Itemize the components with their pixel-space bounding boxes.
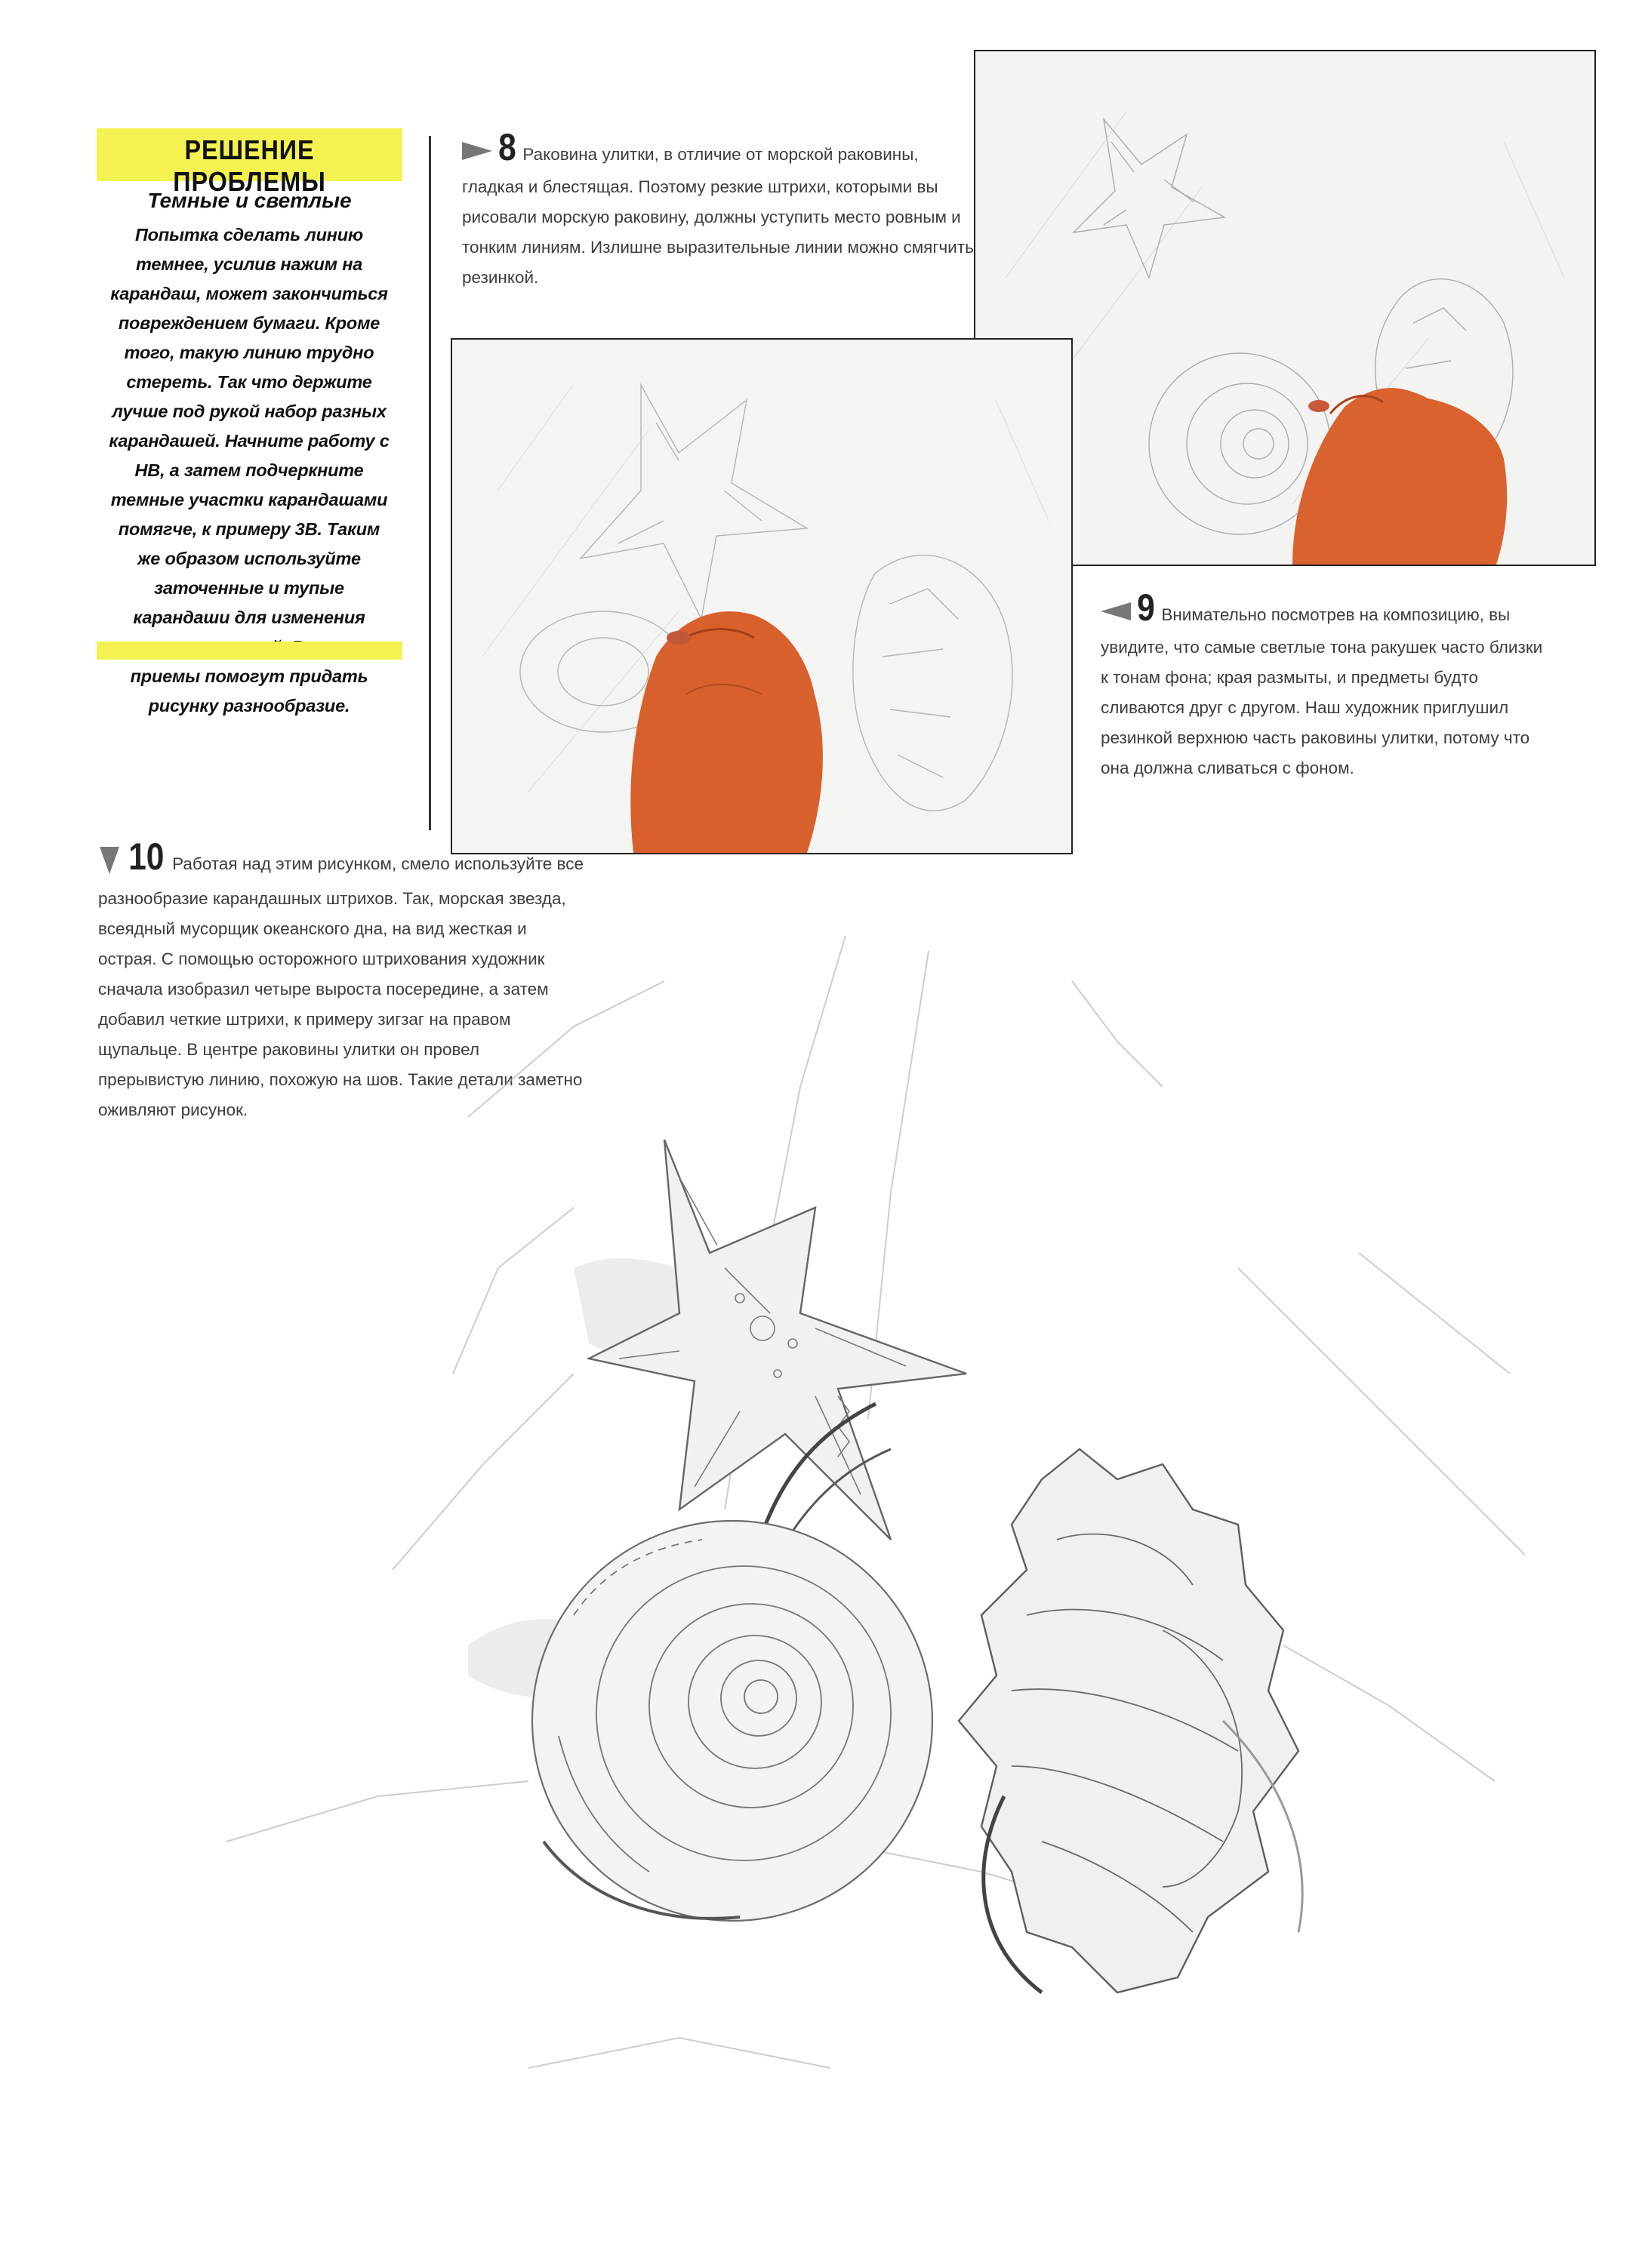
sidebar-footer-band [97, 642, 402, 660]
step-10-text: Работая над этим рисунком, смело используйте все разнообразие карандашных штрихов. Так, морская звезда, всеядный мусорщик океанского дна, на вид жесткая и острая. С помощью осторожного штрихования художник сначала изобразил четыре выроста посередине, а затем добавил четкие штрихи, к примеру зигзаг на правом щупальце. В центре раковины улитки он провел прерывистую линию, похожую на шов. Такие детали заметно оживляют рисунок. [98, 854, 584, 1119]
arrow-down-icon [98, 847, 121, 884]
step-8 [462, 128, 983, 293]
step-8-text: Раковина улитки, в отличие от морской раковины, гладкая и блестящая. Поэтому резкие штрихи, которыми вы рисовали морскую раковину, должны уступить место ровным и тонким линиям. Излишне выразительные линии можно смягчить резинкой. [462, 145, 974, 287]
sidebar-title: РЕШЕНИЕ ПРОБЛЕМЫ [173, 134, 326, 197]
sidebar-subtitle: Темные и светлые [147, 189, 352, 212]
step-10-number: 10 [128, 835, 165, 878]
step-8-number: 8 [498, 126, 516, 168]
photo-step-9 [451, 338, 1073, 854]
pencil-drawing-shells [0, 891, 1645, 2264]
step-9-number: 9 [1137, 586, 1155, 629]
step-9-text: Внимательно посмотрев на композицию, вы увидите, что самые светлые тона ракушек часто близки к тонам фона; края размыты, и предметы будто сливаются друг с другом. Наш художник приглушил резинкой верхнюю часть раковины улитки, потому что она должна сливаться с фоном. [1101, 605, 1543, 777]
column-divider [429, 136, 431, 830]
step-9 [1101, 586, 1554, 783]
arrow-right-icon [462, 140, 492, 172]
sidebar-body: Попытка сделать линию темнее, усилив нажим на карандаш, может закончиться повреждением бумаги. Кроме того, такую линию трудно стереть. Так что держите лучше под рукой набор разных карандашей. Начните работу с НВ, а затем подчеркните темные участки карандашами помягче, к примеру 3В. Таким же образом используйте заточенные и тупые карандаши для изменения приемы помогут придать рисунку разнообразие. [109, 225, 390, 715]
arrow-left-icon [1101, 600, 1131, 632]
